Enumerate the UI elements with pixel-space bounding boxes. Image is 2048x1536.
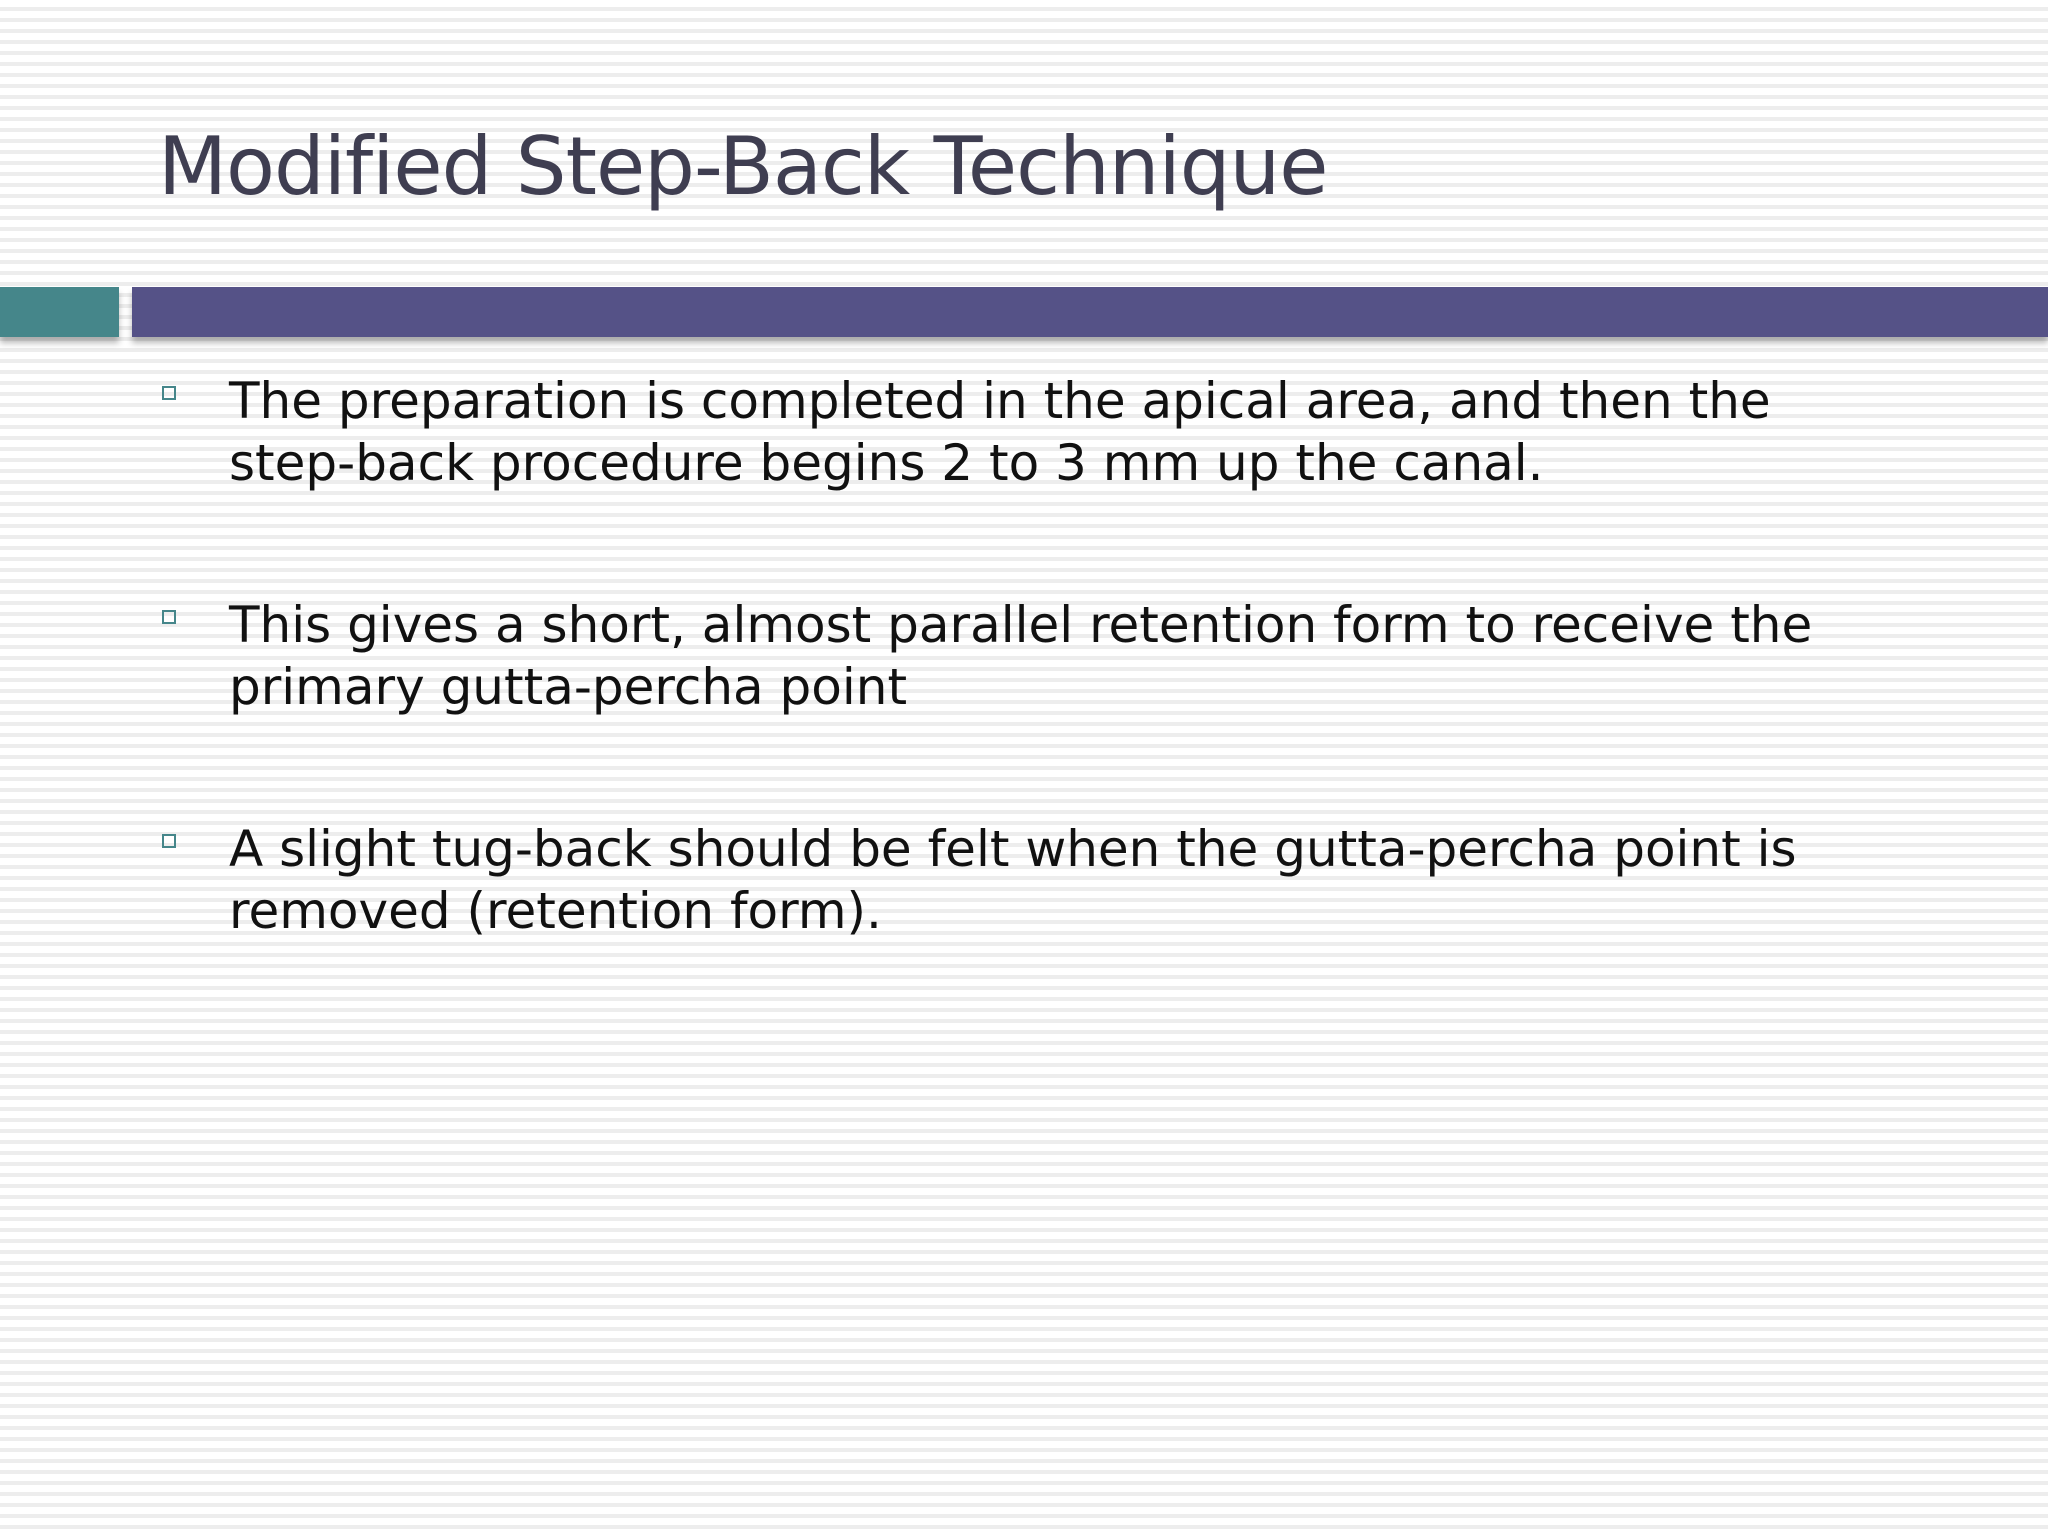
bullet-line: A slight tug-back should be felt when the gutta-percha point is (229, 820, 1797, 878)
bullet-line: The preparation is completed in the apical area, and then the (229, 372, 1771, 430)
bullet-text (229, 818, 1889, 942)
bullet-line: step-back procedure begins 2 to 3 mm up the canal. (229, 434, 1544, 492)
slide-title: Modified Step-Back Technique (158, 120, 1328, 213)
bullet-line: primary gutta-percha point (229, 658, 908, 716)
title-accent-bar (0, 287, 119, 337)
hollow-square-bullet-icon (162, 386, 176, 400)
bullet-line: This gives a short, almost parallel retention form to receive the (229, 596, 1813, 654)
bullet-text (229, 594, 1889, 718)
hollow-square-bullet-icon (162, 610, 176, 624)
hollow-square-bullet-icon (162, 834, 176, 848)
bullet-line: removed (retention form). (229, 882, 882, 940)
bullet-text (229, 370, 1889, 494)
title-divider-bar (132, 287, 2048, 337)
